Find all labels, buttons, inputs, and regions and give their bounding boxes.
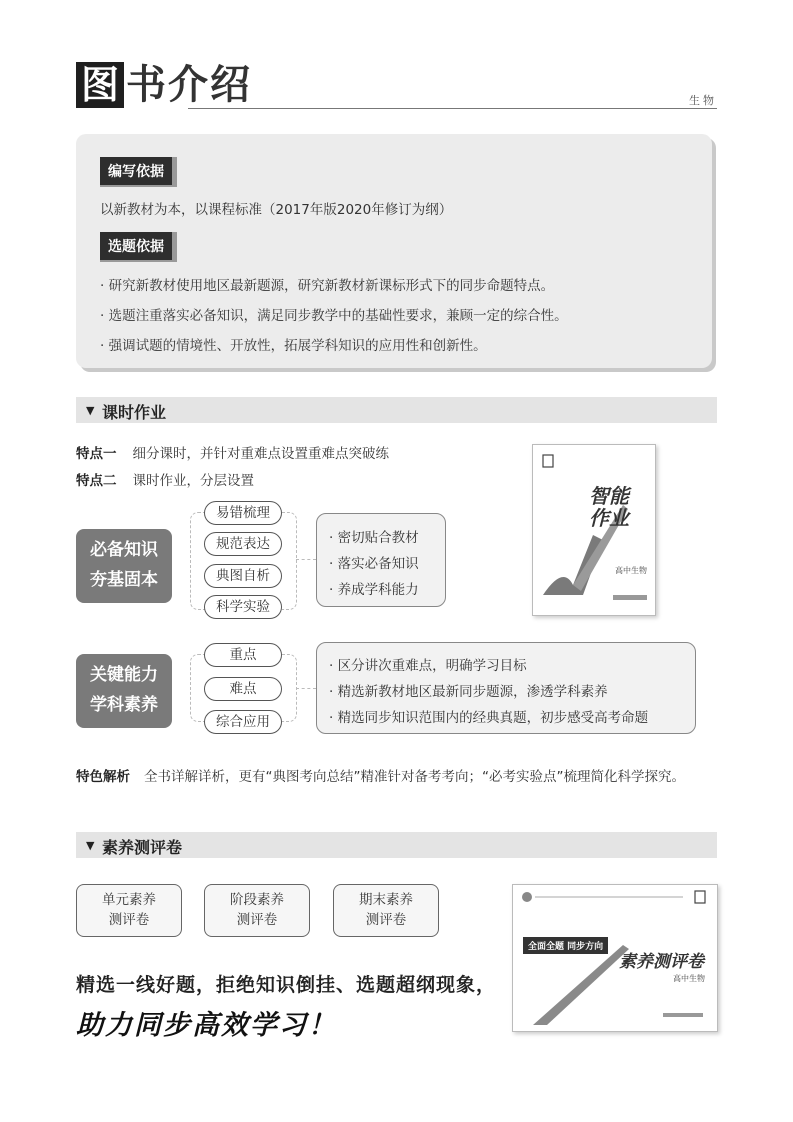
title-rest: 书介绍 bbox=[126, 62, 252, 108]
outcome-box bbox=[316, 513, 446, 607]
outcome-item: · 密切贴合教材 bbox=[329, 530, 419, 546]
analysis-label: 特色解析 bbox=[76, 769, 130, 785]
cover-banner: 全面全题 同步方向 bbox=[523, 937, 608, 954]
tag-selection-basis: 选题依据 bbox=[100, 232, 177, 262]
group-key-ability bbox=[76, 654, 172, 728]
triangle-down-icon: ▼ bbox=[86, 839, 95, 852]
section-header-homework bbox=[76, 397, 717, 423]
assessment-stage bbox=[204, 884, 310, 937]
header-divider bbox=[188, 108, 717, 109]
section-header-assessment bbox=[76, 832, 717, 858]
assessment-unit bbox=[76, 884, 182, 937]
page-title bbox=[76, 62, 252, 108]
section-title: 素养测评卷 bbox=[102, 838, 183, 857]
assessment-line: 测评卷 bbox=[236, 912, 278, 928]
group-title-line: 关键能力 bbox=[90, 665, 158, 685]
feature-text: 课时作业，分层设置 bbox=[132, 473, 254, 489]
outcome-item: · 区分讲次重难点，明确学习目标 bbox=[329, 658, 527, 674]
item-pill: 难点 bbox=[204, 677, 282, 701]
connector-bracket bbox=[190, 512, 205, 610]
section-title: 课时作业 bbox=[102, 403, 167, 422]
feature-label: 特点二 bbox=[76, 473, 117, 489]
item-pill: 易错梳理 bbox=[204, 501, 282, 525]
connector-bracket bbox=[190, 654, 205, 722]
feature-text: 细分课时，并针对重难点设置重难点突破练 bbox=[132, 446, 389, 462]
selection-bullet: · 选题注重落实必备知识，满足同步教学中的基础性要求，兼顾一定的综合性。 bbox=[100, 308, 568, 324]
tag-writing-basis: 编写依据 bbox=[100, 157, 177, 187]
subject-label: 生物 bbox=[689, 94, 717, 107]
outcome-item: · 养成学科能力 bbox=[329, 582, 419, 598]
outcome-box bbox=[316, 642, 696, 734]
cover-art bbox=[533, 445, 655, 615]
feature-analysis bbox=[76, 764, 716, 790]
outcome-item: · 精选同步知识范围内的经典真题，初步感受高考命题 bbox=[329, 710, 649, 726]
slogan-line-2: 助力同步高效学习！ bbox=[76, 1010, 337, 1041]
analysis-text: 全书详解详析，更有“典图考向总结”精准针对备考考向；“必考实验点”梳理简化科学探究。 bbox=[144, 769, 685, 785]
selection-bullet: · 强调试题的情境性、开放性，拓展学科知识的应用性和创新性。 bbox=[100, 338, 487, 354]
cover-brand: 素养测评卷 bbox=[619, 952, 704, 972]
item-pill: 典图自析 bbox=[204, 564, 282, 588]
assessment-line: 测评卷 bbox=[108, 912, 150, 928]
connector-bracket bbox=[282, 512, 297, 610]
writing-basis-text: 以新教材为本，以课程标准（2017年版2020年修订为纲） bbox=[100, 202, 453, 218]
group-title-line: 学科素养 bbox=[90, 695, 158, 715]
assessment-final bbox=[333, 884, 439, 937]
selection-bullet: · 研究新教材使用地区最新题源，研究新教材新课标形式下的同步命题特点。 bbox=[100, 278, 555, 294]
book-cover-assessment bbox=[512, 884, 718, 1032]
connector-line bbox=[296, 688, 316, 689]
feature-one bbox=[76, 442, 389, 462]
outcome-item: · 落实必备知识 bbox=[329, 556, 419, 572]
item-pill: 规范表达 bbox=[204, 532, 282, 556]
feature-two bbox=[76, 469, 254, 489]
cover-subtitle: 高中生物 bbox=[673, 974, 705, 983]
group-title-line: 必备知识 bbox=[90, 540, 158, 560]
group-essential-knowledge bbox=[76, 529, 172, 603]
cover-brand: 智能作业 bbox=[589, 484, 629, 530]
assessment-line: 阶段素养 bbox=[230, 892, 284, 908]
assessment-line: 测评卷 bbox=[365, 912, 407, 928]
item-pill: 综合应用 bbox=[204, 710, 282, 734]
book-cover-homework bbox=[532, 444, 656, 616]
slogan-line-1: 精选一线好题，拒绝知识倒挂、选题超纲现象， bbox=[76, 974, 497, 996]
triangle-down-icon: ▼ bbox=[86, 404, 95, 417]
cover-subtitle: 高中生物 bbox=[615, 566, 647, 575]
connector-bracket bbox=[282, 654, 297, 722]
group-title-line: 夯基固本 bbox=[90, 570, 158, 590]
connector-line bbox=[296, 559, 316, 560]
feature-label: 特点一 bbox=[76, 446, 117, 462]
item-pill: 科学实验 bbox=[204, 595, 282, 619]
item-pill: 重点 bbox=[204, 643, 282, 667]
title-first-char: 图 bbox=[76, 62, 124, 108]
assessment-line: 单元素养 bbox=[102, 892, 156, 908]
assessment-line: 期末素养 bbox=[359, 892, 413, 908]
outcome-item: · 精选新教材地区最新同步题源，渗透学科素养 bbox=[329, 684, 608, 700]
